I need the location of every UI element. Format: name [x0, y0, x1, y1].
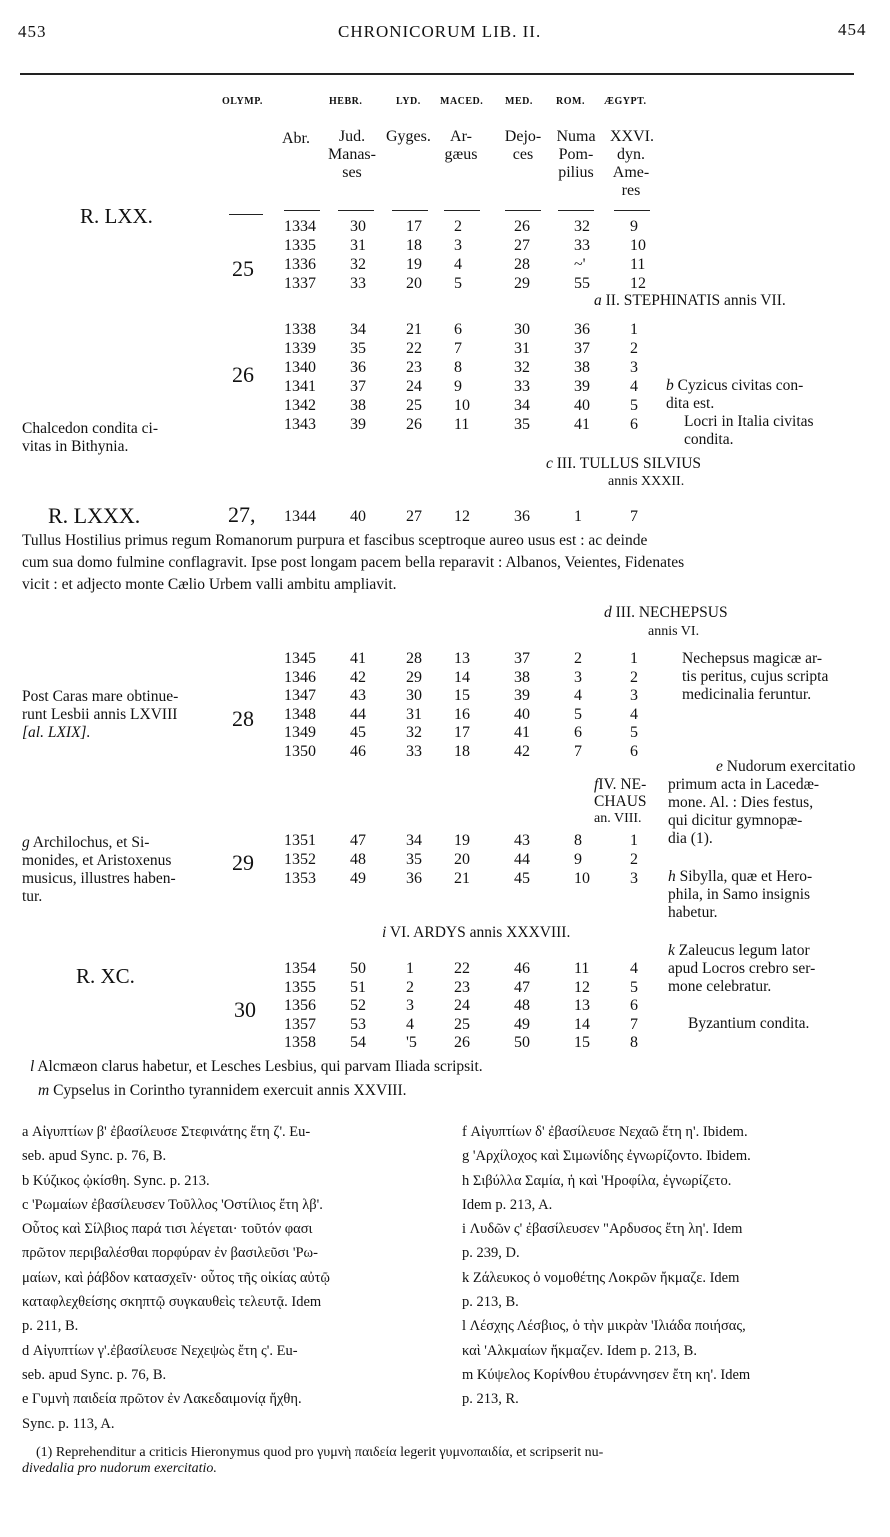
table-cell: 37: [574, 340, 590, 357]
table-cell: 4: [630, 705, 638, 723]
table-cell: 19: [454, 832, 470, 849]
table-cell: 26: [406, 416, 422, 433]
table-cell: 40: [350, 508, 366, 525]
table-cell: 7: [630, 1015, 638, 1033]
table-cell: 2: [630, 851, 638, 868]
header-rule: [20, 73, 854, 75]
table-cell: 28: [406, 650, 422, 667]
table-cell: 14: [454, 668, 470, 686]
table-cell: 24: [406, 378, 422, 395]
era-r70: R. LXX.: [80, 204, 153, 228]
olympiad-27: 27,: [228, 502, 256, 527]
table-cell: 38: [514, 668, 530, 686]
table-cell: 3: [574, 668, 582, 686]
table-cell: 16: [454, 705, 470, 723]
table-cell: 3: [630, 687, 638, 704]
table-cell: 1358: [284, 1034, 316, 1051]
note-nudorum-cont: primum acta in Lacedæ- mone. Al. : Dies festus, qui dicitur gymnopæ- dia (1).: [668, 776, 820, 847]
table-cell: 29: [514, 275, 530, 292]
table-cell: 40: [514, 705, 530, 723]
table-cell: 21: [454, 870, 470, 887]
table-cell: 49: [514, 1015, 530, 1033]
table-cell: 31: [350, 237, 366, 254]
table-cell: 26: [454, 1034, 470, 1051]
col-hebr: HEBR.: [329, 96, 363, 107]
page-number-left: 453: [18, 22, 47, 41]
table-cell: 9: [630, 218, 638, 235]
table-cell: 1357: [284, 1015, 316, 1033]
col-aegypt: ÆGYPT.: [604, 96, 647, 107]
table-cell: 18: [406, 237, 422, 254]
table-cell: 43: [350, 687, 366, 704]
table-cell: 30: [406, 687, 422, 704]
note-alcmaeon: l Alcmæon clarus habetur, et Lesches Lesbius, qui parvam Iliada scripsit.: [30, 1058, 483, 1075]
subhead-dyn: XXVI. dyn. Ame- res: [610, 128, 654, 199]
table-cell: 4: [574, 687, 582, 704]
subhead-numa: Numa Pom- pilius: [556, 128, 596, 181]
table-cell: 1352: [284, 851, 316, 868]
table-cell: 6: [630, 997, 638, 1014]
table-cell: 41: [514, 724, 530, 741]
olympiad-30: 30: [234, 997, 256, 1022]
table-cell: 33: [406, 742, 422, 760]
subhead-jud: Jud. Manas- ses: [328, 128, 376, 181]
col-olymp: OLYMP.: [222, 96, 263, 107]
table-cell: 8: [630, 1034, 638, 1051]
table-cell: 29: [406, 668, 422, 686]
table-cell: 3: [630, 870, 638, 887]
olympiad-25: 25: [232, 256, 254, 281]
table-cell: 1: [406, 960, 414, 977]
table-cell: 47: [514, 978, 530, 996]
note-chalcedon: Chalcedon condita ci- vitas in Bithynia.: [22, 420, 159, 455]
table-cell: 35: [514, 416, 530, 433]
table-cell: 27: [406, 508, 422, 525]
table-cell: 14: [574, 1015, 590, 1033]
note-nudorum: e Nudorum exercitatio: [716, 758, 856, 775]
table-cell: 15: [454, 687, 470, 704]
table-cell: 9: [454, 378, 462, 395]
table-cell: 1: [630, 650, 638, 667]
table-cell: 1337: [284, 275, 316, 292]
table-cell: 1343: [284, 416, 316, 433]
col-lyd: LYD.: [396, 96, 421, 107]
subhead-argaeus: Ar- gæus: [444, 128, 478, 163]
table-cell: 2: [630, 668, 638, 686]
note-sibylla: h Sibylla, quæ et Hero- phila, in Samo insignis habetur.: [668, 868, 813, 921]
table-cell: 20: [406, 275, 422, 292]
table-cell: 32: [350, 256, 366, 273]
table-cell: 10: [454, 397, 470, 414]
table-cell: 6: [630, 742, 638, 760]
table-cell: 6: [454, 321, 462, 338]
table-cell: 17: [406, 218, 422, 235]
table-cell: 47: [350, 832, 366, 849]
table-cell: 33: [514, 378, 530, 395]
table-cell: 1336: [284, 256, 316, 273]
table-cell: 33: [350, 275, 366, 292]
table-cell: 36: [350, 359, 366, 376]
table-cell: 1335: [284, 237, 316, 254]
table-cell: 28: [514, 256, 530, 273]
table-cell: 36: [514, 508, 530, 525]
table-cell: 8: [574, 832, 582, 849]
table-cell: 7: [454, 340, 462, 357]
table-cell: 41: [350, 650, 366, 667]
table-cell: 55: [574, 275, 590, 292]
reign-tullus: c III. TULLUS SILVIUS: [546, 455, 702, 472]
table-cell: 1351: [284, 832, 316, 849]
table-cell: 1341: [284, 378, 316, 395]
table-cell: 1: [630, 321, 638, 338]
table-cell: 30: [350, 218, 366, 235]
table-cell: 1342: [284, 397, 316, 414]
reign-stephinatis: a II. STEPHINATIS annis VII.: [594, 292, 786, 309]
table-cell: 39: [350, 416, 366, 433]
table-cell: 34: [406, 832, 422, 849]
table-cell: 1353: [284, 870, 316, 887]
table-cell: 44: [350, 705, 366, 723]
table-cell: 2: [454, 218, 462, 235]
table-cell: 23: [406, 359, 422, 376]
table-cell: 13: [454, 650, 470, 667]
table-cell: 36: [406, 870, 422, 887]
table-cell: 51: [350, 978, 366, 996]
table-cell: 32: [514, 359, 530, 376]
table-cell: 2: [630, 340, 638, 357]
table-cell: 1: [574, 508, 582, 525]
table-cell: 5: [574, 705, 582, 723]
table-cell: 7: [574, 742, 582, 760]
table-cell: 5: [630, 724, 638, 741]
tullus-paragraph: Tullus Hostilius primus regum Romanorum purpura et fascibus sceptroque aureo usus est : ac deinde cum sua domo fulmine conflagravit. Ipse post longam pacem bella reparavit : Albanos, Veientes, Fidenates vicit : et adjecto monte Cælio Urbem valli ambitu ampliavit.: [22, 532, 685, 593]
table-cell: 23: [454, 978, 470, 996]
col-rom: ROM.: [556, 96, 585, 107]
table-cell: 9: [574, 851, 582, 868]
table-cell: 37: [350, 378, 366, 395]
table-cell: 1348: [284, 705, 316, 723]
note-archilochus: g Archilochus, et Si- monides, et Aristoxenus musicus, illustres haben- tur.: [22, 834, 176, 905]
note-cypselus: m Cypselus in Corintho tyrannidem exercuit annis XXVIII.: [38, 1082, 407, 1099]
table-cell: 10: [574, 870, 590, 887]
table-cell: 31: [406, 705, 422, 723]
table-cell: 43: [514, 832, 530, 849]
table-cell: 5: [454, 275, 462, 292]
era-r90: R. XC.: [76, 964, 135, 988]
table-cell: 1: [630, 832, 638, 849]
table-cell: 48: [514, 997, 530, 1014]
table-cell: 54: [350, 1034, 366, 1051]
table-cell: 4: [630, 960, 638, 977]
table-cell: ~': [574, 256, 586, 273]
table-cell: 40: [574, 397, 590, 414]
table-cell: 5: [630, 978, 638, 996]
table-cell: 50: [350, 960, 366, 977]
table-cell: 5: [630, 397, 638, 414]
table-cell: '5: [406, 1034, 417, 1051]
table-cell: 36: [574, 321, 590, 338]
table-cell: 1354: [284, 960, 316, 977]
table-cell: 25: [406, 397, 422, 414]
subhead-gyges: Gyges.: [386, 128, 431, 145]
table-cell: 1349: [284, 724, 316, 741]
table-cell: 50: [514, 1034, 530, 1051]
olympiad-28: 28: [232, 706, 254, 731]
table-cell: 35: [406, 851, 422, 868]
table-cell: 53: [350, 1015, 366, 1033]
note-byzantium: Byzantium condita.: [688, 1015, 810, 1032]
table-cell: 32: [574, 218, 590, 235]
table-cell: 26: [514, 218, 530, 235]
note-zaleucus: k Zaleucus legum lator apud Locros crebro ser- mone celebratur.: [668, 942, 816, 995]
footnotes-right: f Αἰγυπτίων δ' ἐβασίλευσε Νεχαῶ ἔτη η'. Ibidem. g 'Αρχίλοχος καὶ Σιμωνίδης ἐγνωρίζοντο. Ibidem. h Σιβύλλα Σαμία, ἡ καὶ 'Ηροφίλα, ἐγνωρίζετο. Idem p. 213, A. i Λυδῶν ς' ἐβασίλευσεν "Αρδυσος ἔτη λη'. Idem p. 239, D. k Ζάλευκος ὁ νομοθέτης Λοκρῶν ἤκμαζε. Idem p. 213, B. l Λέσχης Λέσβιος, ὁ τὴν μικρὰν 'Ιλιάδα ποιήσας, καὶ 'Αλκμαίων ἤκμαζεν. Idem p. 213, B. m Κύψελος Κορίνθου ἐτυράννησεν ἔτη κη'. Idem p. 213, R.: [462, 1124, 751, 1408]
table-cell: 10: [630, 237, 646, 254]
reign-ardys: i VI. ARDYS annis XXXVIII.: [382, 924, 571, 941]
table-cell: 22: [454, 960, 470, 977]
bottom-note: (1) Reprehenditur a criticis Hieronymus quod pro γυμνὴ παιδεία legerit γυμνοπαιδία, et scripserit nu- divedalia pro nudorum exercitatio.: [22, 1445, 604, 1476]
table-cell: 39: [574, 378, 590, 395]
table-cell: 17: [454, 724, 470, 741]
table-cell: 42: [350, 668, 366, 686]
table-cell: 38: [574, 359, 590, 376]
table-cell: 33: [574, 237, 590, 254]
table-cell: 1345: [284, 650, 316, 667]
table-cell: 25: [454, 1015, 470, 1033]
table-cell: 37: [514, 650, 530, 667]
table-cell: 49: [350, 870, 366, 887]
note-cyzicus: b Cyzicus civitas con- dita est. Locri in Italia civitas condita.: [666, 377, 814, 448]
olympiad-29: 29: [232, 850, 254, 875]
page-number-right: 454: [838, 20, 867, 39]
table-cell: 4: [630, 378, 638, 395]
col-maced: MACED.: [440, 96, 484, 107]
table-cell: 38: [350, 397, 366, 414]
table-cell: 34: [514, 397, 530, 414]
table-cell: 1339: [284, 340, 316, 357]
table-cell: 1344: [284, 508, 316, 525]
table-cell: 12: [630, 275, 646, 292]
table-cell: 19: [406, 256, 422, 273]
table-cell: 31: [514, 340, 530, 357]
reign-tullus-years: annis XXXII.: [608, 474, 685, 489]
table-cell: 1340: [284, 359, 316, 376]
table-cell: 20: [454, 851, 470, 868]
table-cell: 3: [406, 997, 414, 1014]
table-cell: 21: [406, 321, 422, 338]
table-cell: 34: [350, 321, 366, 338]
table-cell: 44: [514, 851, 530, 868]
table-cell: 32: [406, 724, 422, 741]
table-cell: 7: [630, 508, 638, 525]
table-cell: 46: [514, 960, 530, 977]
reign-nechaus: fIV. NE- CHAUS an. VIII.: [594, 776, 647, 826]
note-caras: Post Caras mare obtinue- runt Lesbii annis LXVIII [al. LXIX].: [22, 688, 179, 741]
table-cell: 12: [454, 508, 470, 525]
olympiad-26: 26: [232, 362, 254, 387]
note-nechepsus: Nechepsus magicæ ar- tis peritus, cujus scripta medicinalia feruntur.: [682, 650, 829, 703]
table-cell: 3: [630, 359, 638, 376]
table-cell: 4: [406, 1015, 414, 1033]
table-cell: 11: [454, 416, 470, 433]
table-cell: 2: [406, 978, 414, 996]
table-cell: 1347: [284, 687, 316, 704]
era-r80: R. LXXX.: [48, 503, 141, 528]
table-cell: 11: [630, 256, 646, 273]
subhead-abr: Abr.: [282, 130, 310, 147]
table-cell: 1338: [284, 321, 316, 338]
table-cell: 45: [514, 870, 530, 887]
table-cell: 24: [454, 997, 470, 1014]
table-cell: 45: [350, 724, 366, 741]
subhead-deioces: Dejo- ces: [504, 128, 542, 163]
table-cell: 39: [514, 687, 530, 704]
table-cell: 30: [514, 321, 530, 338]
table-cell: 1356: [284, 997, 316, 1014]
table-cell: 3: [454, 237, 462, 254]
table-cell: 1346: [284, 668, 316, 686]
table-cell: 12: [574, 978, 590, 996]
table-cell: 42: [514, 742, 530, 760]
table-cell: 1334: [284, 218, 316, 235]
table-cell: 35: [350, 340, 366, 357]
table-cell: 4: [454, 256, 462, 273]
running-title: CHRONICORUM LIB. II.: [338, 22, 542, 41]
table-cell: 46: [350, 742, 366, 760]
table-cell: 2: [574, 650, 582, 667]
footnotes-left: a Αἰγυπτίων β' ἐβασίλευσε Στεφινάτης ἔτη ζ'. Eu- seb. apud Sync. p. 76, B. b Κύζικος ᾠκίσθη. Sync. p. 213. c 'Ρωμαίων ἐβασίλευσεν Τοῦλλος 'Οστίλιος ἔτη λβ'. Οὗτος καὶ Σίλβιος παρά τισι λέγεται· τοῦτόν φασι πρῶτον περιβαλέσθαι πορφύραν ἐν βασιλεῦσι 'Ρω- μαίων, καὶ ῥάβδον κατασχεῖν· οὗτος τῆς οἰκίας αὐτῷ καταφλεχθείσης σκηπτῷ συγκαυθεὶς τελευτᾷ. Idem p. 211, B. d Αἰγυπτίων γ'.ἐβασίλευσε Νεχεψὼς ἔτη ς'. Eu- seb. apud Sync. p. 76, B. e Γυμνὴ παιδεία πρῶτον ἐν Λακεδαιμονίᾳ ἤχθη. Sync. p. 113, A.: [22, 1124, 330, 1432]
table-cell: 6: [630, 416, 638, 433]
table-cell: 18: [454, 742, 470, 760]
table-cell: 41: [574, 416, 590, 433]
table-cell: 52: [350, 997, 366, 1014]
col-med: MED.: [505, 96, 533, 107]
reign-nechepsus-years: annis VI.: [648, 624, 700, 639]
table-cell: 22: [406, 340, 422, 357]
table-cell: 15: [574, 1034, 590, 1051]
table-cell: 6: [574, 724, 582, 741]
table-cell: 8: [454, 359, 462, 376]
reign-nechepsus: d III. NECHEPSUS: [604, 604, 728, 621]
table-cell: 27: [514, 237, 530, 254]
table-cell: 1355: [284, 978, 316, 996]
table-cell: 1350: [284, 742, 316, 760]
table-cell: 13: [574, 997, 590, 1014]
table-cell: 11: [574, 960, 590, 977]
table-cell: 48: [350, 851, 366, 868]
